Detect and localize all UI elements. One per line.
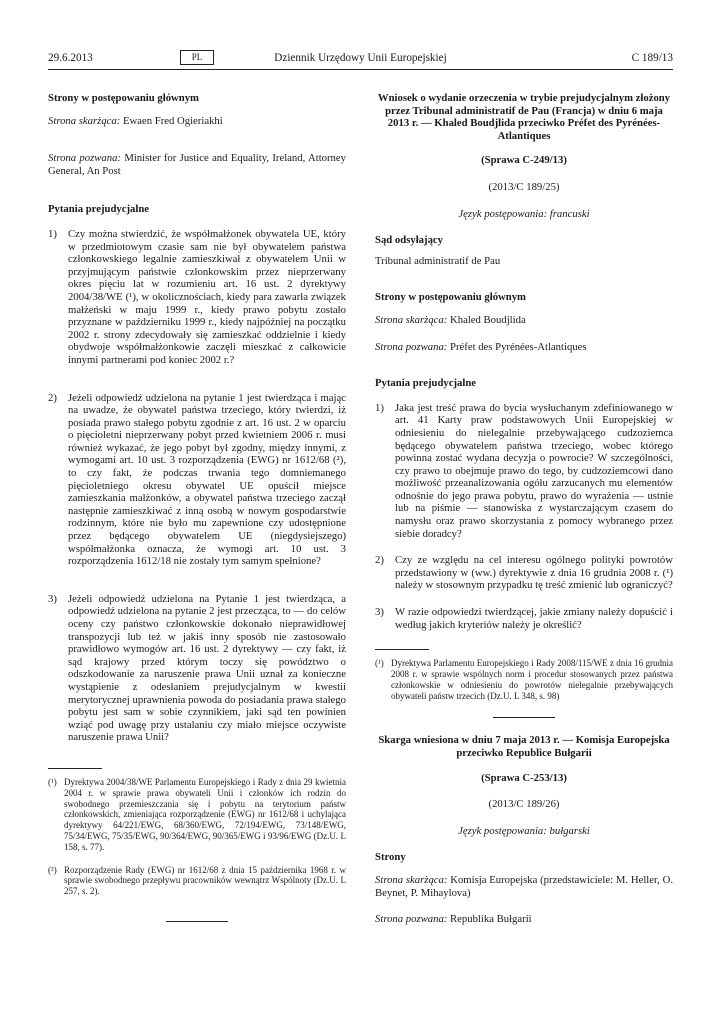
question-item — [48, 392, 346, 568]
footnote — [48, 777, 346, 853]
question-number: 1) — [48, 227, 57, 240]
question-item — [48, 228, 346, 367]
question-item — [48, 593, 346, 744]
question-number: 3) — [375, 606, 384, 619]
defendant-value: Minister for Justice and Equality, Ireland, Attorney General, An Post — [48, 152, 346, 177]
applicant-label: Strona skarżąca: — [375, 873, 448, 886]
defendant-label: Strona pozwana: — [375, 913, 448, 926]
defendant-label: Strona pozwana: — [48, 152, 121, 165]
case-number: (Sprawa C-249/13) — [481, 154, 567, 167]
language-badge: PL — [180, 50, 214, 65]
footnote — [375, 658, 673, 701]
referring-court-heading: Sąd odsyłający — [375, 234, 443, 247]
defendant-label: Strona pozwana: — [375, 340, 448, 353]
section-separator — [493, 717, 555, 718]
question-item — [375, 606, 673, 631]
applicant-label: Strona skarżąca: — [375, 313, 448, 326]
language-of-case: Język postępowania: francuski — [458, 207, 590, 220]
header-rule — [48, 69, 673, 70]
question-item — [375, 402, 673, 541]
defendant-line — [48, 152, 346, 177]
case-number: (Sprawa C-253/13) — [481, 771, 567, 784]
page-header — [48, 50, 673, 70]
defendant-value: Republika Bułgarii — [450, 913, 532, 926]
question-text: Jeżeli odpowiedź udzielona na Pytanie 1 jest twierdząca, a odpowiedź udzielona na pytanie 2 jest przecząca, to — do celów oceny czy państwo członkowskie dokonało nieprawidłowej transpozycji lub też w jakiś inny sposób nie zastosowało prawidłowo wymogów art. 16 ust. 2 dyrektywy — czy fakt, iż sąd krajowy przed którym toczy się powództwo o odszkodowanie za naruszenie prawa Unii uznał za konieczne wystąpienie z odesłaniem prejudycjalnym w kwestii merytorycznej uprawnienia powoda do posiadania prawa stałego pobytu jest sam w sobie czynnikiem, jaki sąd ten powinien wziąć pod uwagę przy ustalaniu czy miało miejsce oczywiste naruszenie prawa Unii? — [68, 592, 346, 744]
case-title: Skarga wniesiona w dniu 7 maja 2013 r. — Komisja Europejska przeciwko Republice Bułgarii — [378, 734, 670, 759]
footnote — [48, 865, 346, 897]
question-text: Jaka jest treść prawa do bycia wysłuchanym zdefiniowanego w art. 41 Karty praw podstawowych Unii Europejskiej w odniesieniu do nielegalnie przebywającego cudzoziemca będącego obywatelem państwa trzeciego, wobec którego powinna zostać wydana decyzja o powrocie? W szczególności, czy prawo to obejmuje prawo do tego, by cudzoziemcowi dano możliwość przeanalizowania ogółu zarzucanych mu elementów odnośnie do jego prawa pobytu, prawo do wyrażenia — ustnie lub na piśmie — stanowiska z wystarczającym czasem do namysłu oraz prawo skorzystania z pomocy wybranego przez siebie doradcy? — [395, 401, 673, 540]
language-of-case: Język postępowania: bułgarski — [458, 824, 590, 837]
question-number: 2) — [375, 554, 384, 567]
parties-heading: Strony w postępowaniu głównym — [48, 92, 199, 104]
parties-heading: Strony — [375, 851, 406, 864]
section-separator — [166, 921, 228, 922]
defendant-line — [375, 341, 673, 354]
questions-heading: Pytania prejudycjalne — [375, 377, 477, 390]
applicant-value: Ewaen Fred Ogieriakhi — [123, 114, 223, 127]
footnote-number: (²) — [48, 864, 57, 875]
footnote-rule — [48, 768, 102, 769]
applicant-value: Khaled Boudjlida — [450, 313, 526, 326]
question-text: Czy ze względu na cel interesu ogólnego polityki powrotów przedstawiony w (ww.) dyrektywie z dnia 16 grudnia 2008 r. (¹) należy w stosownym przypadku tę treść zmienić lub ograniczyć? — [395, 554, 673, 592]
footnote-text: Dyrektywa 2004/38/WE Parlamentu Europejskiego i Rady z dnia 29 kwietnia 2004 r. w sprawie prawa obywateli Unii i członków ich rodzin do swobodnego przemieszczania się i pobytu na terytorium państw członkowskich, zmieniająca rozporządzenie (EWG) nr 1612/68 i uchylająca dyrektywy 64/221/EWG, 68/360/EWG, 72/194/EWG, 73/148/EWG, 75/34/EWG, 75/35/EWG, 90/364/EWG, 90/365/EWG i 93/96/EWG (Dz.U. L 158, s. 77). — [64, 776, 346, 852]
question-number: 3) — [48, 592, 57, 605]
oj-reference: (2013/C 189/26) — [488, 798, 560, 811]
questions-heading: Pytania prejudycjalne — [48, 203, 150, 216]
footnote-text: Rozporządzenie Rady (EWG) nr 1612/68 z dnia 15 października 1968 r. w sprawie swobodnego przepływu pracowników wewnątrz Wspólnoty (Dz.U. L 257, s. 2). — [64, 864, 346, 897]
footnote-number: (¹) — [48, 776, 57, 787]
case-title: Wniosek o wydanie orzeczenia w trybie prejudycjalnym złożony przez Tribunal administratif de Pau (Francja) w dniu 6 maja 2013 r. — Khaled Boudjlida przeciwko Préfet des Pyrénées-Atlantiques — [377, 92, 671, 142]
applicant-line — [48, 115, 346, 128]
defendant-value: Préfet des Pyrénées-Atlantiques — [450, 340, 587, 353]
footnote-text: Dyrektywa Parlamentu Europejskiego i Rady 2008/115/WE z dnia 16 grudnia 2008 r. w sprawie wspólnych norm i procedur stosowanych przez państwa członkowskie w odniesieniu do powrotów nielegalnie przebywających obywateli państw trzecich (Dz.U. L 348, s. 98) — [391, 658, 673, 701]
applicant-line — [375, 314, 673, 327]
footnote-number: (¹) — [375, 658, 384, 669]
footnote-rule — [375, 649, 429, 650]
right-column — [375, 92, 673, 938]
journal-title: Dziennik Urzędowy Unii Europejskiej — [274, 52, 447, 64]
question-text: Jeżeli odpowiedź udzielona na pytanie 1 jest twierdząca i mając na uwadze, że obywatel państwa trzeciego, który twierdzi, iż posiada prawo stałego pobytu zgodnie z art. 16 ust. 2 w oparciu o pięcioletni nieprzerwany pobyt przed kwietniem 2006 r. musi również wykazać, że jego pobyt był zgodny, między innymi, z wymogami art. 10 ust. 3 rozporządzenia (EWG) nr 1612/68 (²), to czy fakt, że podczas trwania tego domniemanego pięcioletniego okresu obywatel UE opuścił miejsce zamieszkania małżonków, a obywatel państwa trzeciego zaczął następnie zamieszkiwać z inną osobą w nowym gospodarstwie rodzinnym, które nie było mu zapewnione czy udostępnione przez będącego obywatelem UE (niegdysiejszego) współmałżonka oznacza, że wymogi art. 10 ust. 3 rozporządzenia 1612/18 nie zostały tym samym spełnione? — [68, 391, 346, 568]
question-text: W razie odpowiedzi twierdzącej, jakie zmiany należy dopuścić i według jakich kryteriów należy je określić? — [395, 606, 673, 631]
question-number: 1) — [375, 401, 384, 414]
question-text: Czy można stwierdzić, że współmałżonek obywatela UE, który w przedmiotowym czasie sam nie był obywatelem państwa członkowskiego legalnie zamieszkiwał z obywatelem Unii w przyjmującym państwie członkowskim przez nieprzerwany okres pięciu lat w rozumieniu art. 16 ust. 2 dyrektywy 2004/38/WE (¹), w okolicznościach, kiedy para zawarła związek małżeński w maju 1999 r., kiedy prawo pobytu zostało przyznane w październiku 1999 r., kiedy najpóźniej na początku 2002 r. strony zdecydowały się zamieszkać oddzielnie i kiedy obydwoje współmałżonkowie zaczęli mieszkać z całkowicie innymi partnerami pod koniec 2002 r.? — [68, 227, 346, 366]
oj-reference: (2013/C 189/25) — [488, 180, 560, 193]
defendant-line — [375, 913, 673, 926]
referring-court-value: Tribunal administratif de Pau — [375, 254, 501, 267]
left-column — [48, 92, 346, 922]
question-number: 2) — [48, 391, 57, 404]
applicant-label: Strona skarżąca: — [48, 114, 121, 127]
applicant-line — [375, 874, 673, 899]
page-reference: C 189/13 — [631, 52, 673, 64]
parties-heading: Strony w postępowaniu głównym — [375, 291, 526, 304]
applicant-value: Komisja Europejska (przedstawiciele: M. Heller, O. Beynet, P. Mihaylova) — [375, 873, 673, 899]
publication-date: 29.6.2013 — [48, 52, 93, 64]
question-item — [375, 554, 673, 592]
